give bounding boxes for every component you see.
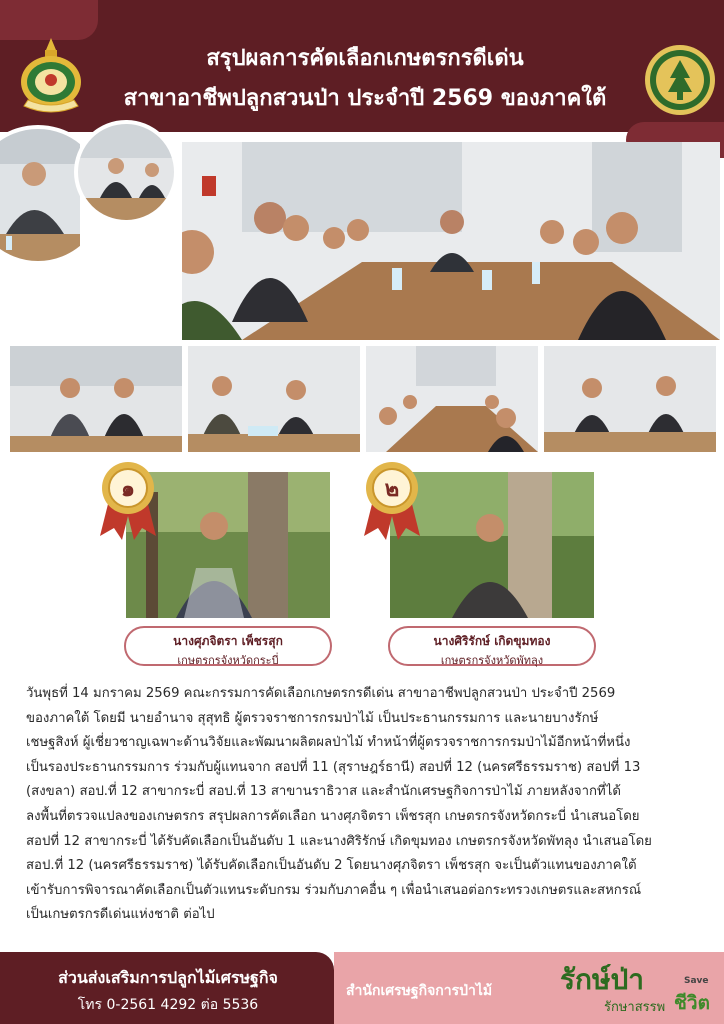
winner-2-caption: [388, 626, 596, 666]
header-tab-accent: [0, 0, 98, 40]
footer-department-name: ส่วนส่งเสริมการปลูกไม้เศรษฐกิจ: [58, 968, 278, 987]
body-line: เป็นรองประธานกรรมการ ร่วมกับผู้แทนจาก สอปที่ 11 (สุราษฎร์ธานี) สอปที่ 12 (นครศรีธรรมราช) สอปที่ 13: [26, 759, 641, 775]
body-line: สอปที่ 12 สาขากระบี่ ได้รับคัดเลือกเป็นอันดับ 1 และนางศิริรักษ์ เกิดขุมทอง เกษตรกรจังหวัดพัทลุง นำเสนอโดย: [26, 833, 652, 849]
body-line: สอป.ที่ 12 (นครศรีธรรมราช) ได้รับคัดเลือกเป็นอันดับ 2 โดยนางศุภจิตรา เพ็ชรสุก จะเป็นตัวแทนของภาคใต้: [26, 858, 637, 874]
body-line: วันพุธที่ 14 มกราคม 2569 คณะกรรมการคัดเลือกเกษตรกรดีเด่น สาขาอาชีพปลูกสวนป่า ประจำปี 2569: [26, 686, 616, 701]
winner-2-photo: [390, 472, 594, 618]
page-title-line1: สรุปผลการคัดเลือกเกษตรกรดีเด่น: [206, 46, 524, 71]
winner-2-role: เกษตรกรจังหวัดพัทลุง: [440, 654, 544, 667]
meeting-photo-row2-1: [10, 346, 182, 452]
meeting-photo-row2-2: [188, 346, 360, 452]
forestry-seal-icon: [644, 44, 716, 116]
winner-1-photo: [126, 472, 330, 618]
rank-1-numeral: ๑: [121, 477, 135, 502]
brand-logo-main: รักษ์ป่า: [560, 963, 644, 996]
winner-2-name: นางศิริรักษ์ เกิดขุมทอง: [433, 634, 551, 648]
meeting-photo-main: [182, 142, 720, 340]
winner-1-role: เกษตรกรจังหวัดกระบี่: [177, 654, 279, 667]
brand-logo-save: Save: [684, 976, 709, 986]
rank-2-medal-icon: [364, 460, 420, 540]
body-line: เชษฐสิงห์ ผู้เชี่ยวชาญเฉพาะด้านวิจัยและพัฒนาผลิตผลป่าไม้ ทำหน้าที่ผู้ตรวจราชการกรมป่าไม้อีกหน้าที่หนึ่ง: [26, 735, 631, 751]
brand-logo-sub2: ชีวิต: [674, 992, 710, 1014]
body-line: เข้ารับการพิจารณาคัดเลือกเป็นตัวแทนระดับกรม ร่วมกับภาคอื่น ๆ เพื่อนำเสนอต่อกระทรวงเกษตรและสหกรณ์: [26, 882, 642, 898]
brand-logo-sub: รักษาสรรพ: [604, 1000, 666, 1015]
body-line: (สงขลา) สอป.ที่ 12 สาขากระบี่ สอป.ที่ 13 สาขานราธิวาส และสำนักเศรษฐกิจการป่าไม้ ภายหลังจากที่ได้: [26, 784, 621, 800]
rank-2-numeral: ๒: [384, 477, 400, 502]
meeting-photo-row2-3: [366, 346, 538, 452]
meeting-photo-row2-4: [544, 346, 716, 452]
winner-1-name: นางศุภจิตรา เพ็ชรสุก: [173, 634, 283, 648]
body-line: ของภาคใต้ โดยมี นายอำนาจ สุสุทธิ ผู้ตรวจราชการกรมป่าไม้ เป็นประธานกรรมการ และนายบางรักษ์: [26, 710, 599, 726]
news-body-text: [26, 682, 702, 928]
page-title-line2: สาขาอาชีพปลูกสวนป่า ประจำปี 2569 ของภาคใต้: [123, 86, 607, 111]
meeting-photo-circle-1: [0, 124, 80, 266]
meeting-photo-circle-2: [72, 120, 180, 224]
rank-1-medal-icon: [100, 460, 156, 540]
footer-phone: โทร 0-2561 4292 ต่อ 5536: [77, 997, 259, 1013]
winner-1-caption: [124, 626, 332, 666]
footer-office-name: สำนักเศรษฐกิจการป่าไม้: [346, 983, 493, 999]
body-line: ลงพื้นที่ตรวจแปลงของเกษตรกร สรุปผลการคัดเลือก นางศุภจิตรา เพ็ชรสุก เกษตรกรจังหวัดกระบี่ นำเสนอโดย: [26, 808, 640, 824]
ministry-emblem-icon: [16, 36, 86, 118]
body-line: เป็นเกษตรกรดีเด่นแห่งชาติ ต่อไป: [26, 907, 215, 923]
